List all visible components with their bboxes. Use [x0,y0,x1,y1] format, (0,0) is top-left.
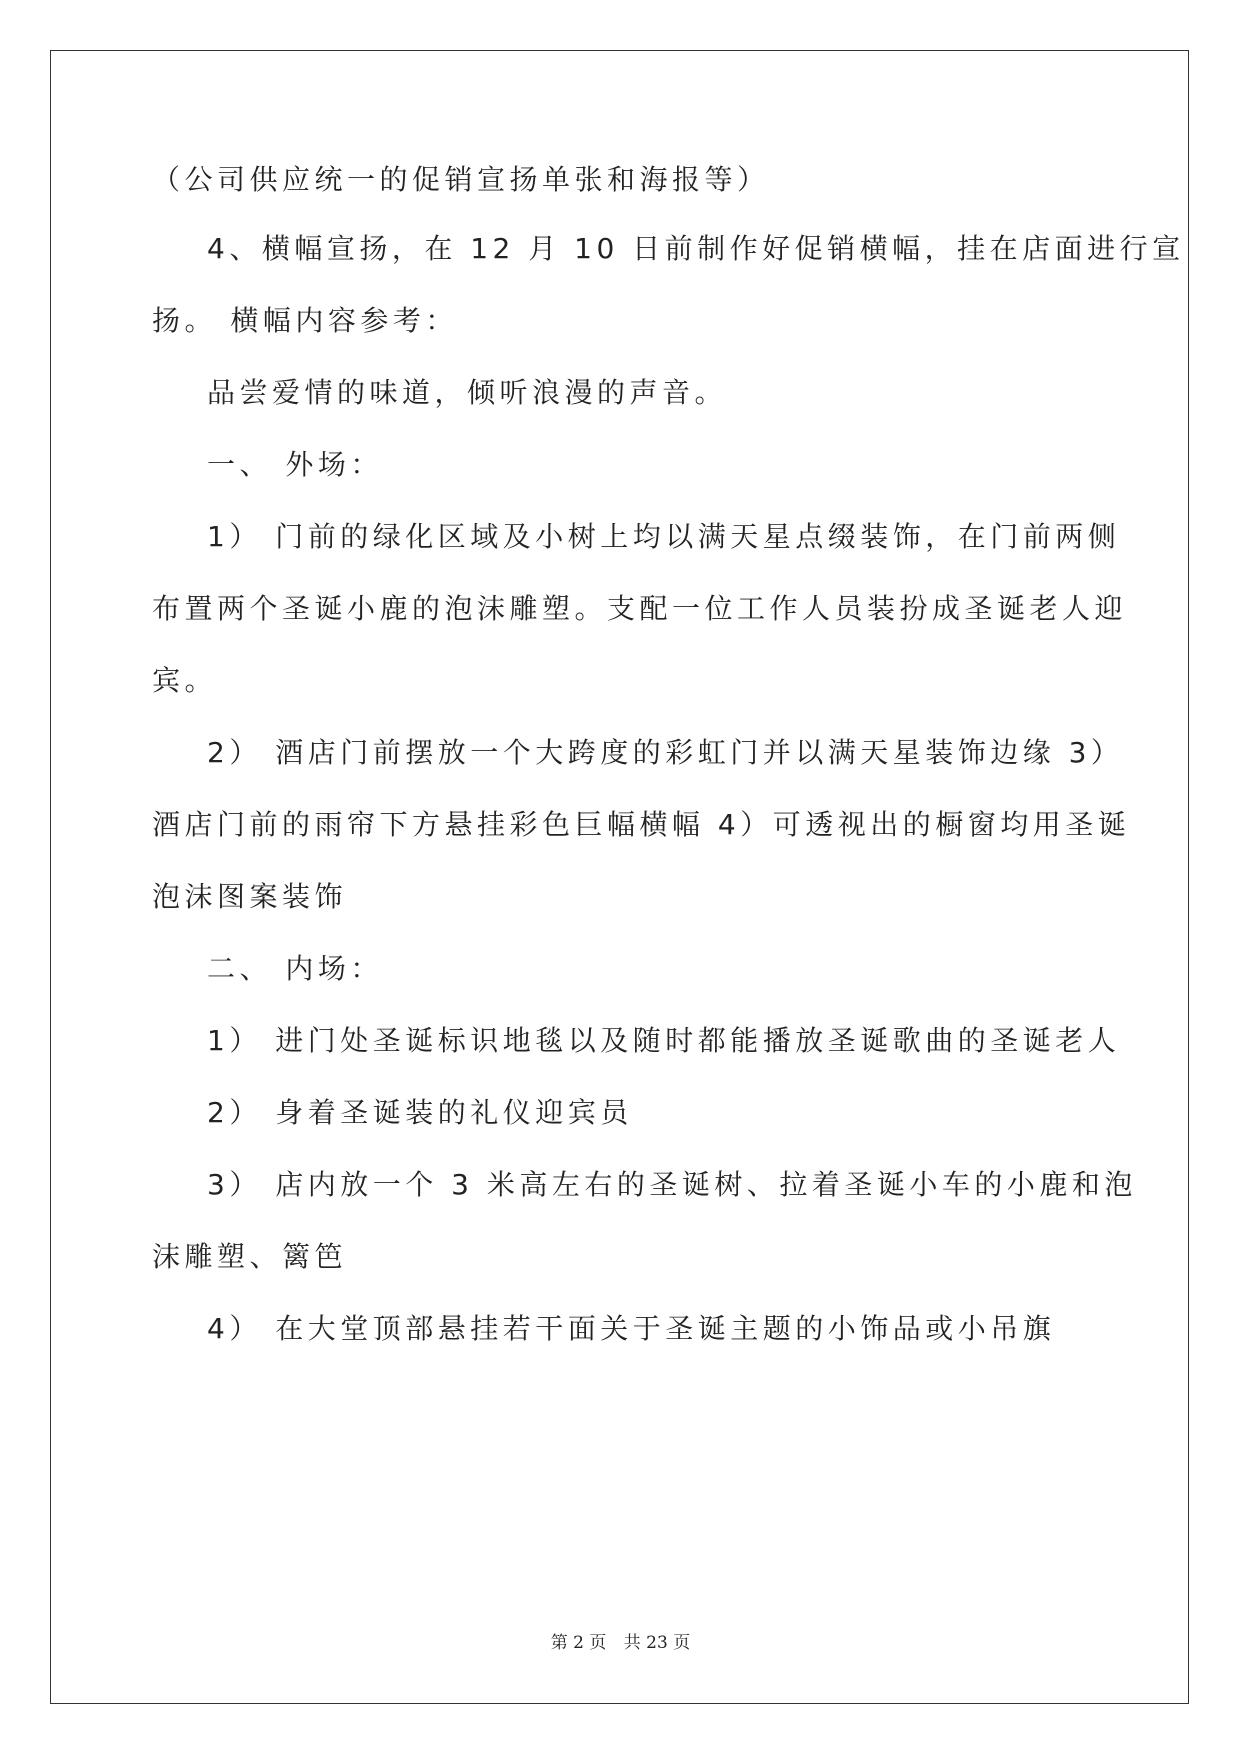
section-heading-outdoor: 一、 外场： [207,448,383,481]
page-number-current: 第 2 页 [550,1633,607,1653]
text-line: 1） 门前的绿化区域及小树上均以满天星点缀装饰，在门前两侧 [207,520,1121,553]
text-line: 2） 身着圣诞装的礼仪迎宾员 [207,1096,633,1129]
text-line: 1） 进门处圣诞标识地毯以及随时都能播放圣诞歌曲的圣诞老人 [207,1024,1121,1057]
page-number-total: 共 23 页 [623,1633,691,1653]
section-heading-indoor: 二、 内场： [207,952,383,985]
text-line: 品尝爱情的味道，倾听浪漫的声音。 [207,376,728,409]
text-line: 布置两个圣诞小鹿的泡沫雕塑。支配一位工作人员装扮成圣诞老人迎 [152,592,1128,625]
text-line: 2） 酒店门前摆放一个大跨度的彩虹门并以满天星装饰边缘 3） [207,736,1124,769]
text-line: 沫雕塑、篱笆 [152,1240,348,1273]
text-line: 扬。 横幅内容参考： [152,304,458,337]
text-line: （公司供应统一的促销宣扬单张和海报等） [152,163,770,196]
text-line: 4） 在大堂顶部悬挂若干面关于圣诞主题的小饰品或小吊旗 [207,1312,1056,1345]
text-line: 泡沫图案装饰 [152,880,348,913]
text-line: 3） 店内放一个 3 米高左右的圣诞树、拉着圣诞小车的小鹿和泡 [207,1168,1137,1201]
text-line: 酒店门前的雨帘下方悬挂彩色巨幅横幅 4）可透视出的橱窗均用圣诞 [152,808,1131,841]
text-line: 宾。 [152,664,218,697]
text-line: 4、横幅宣扬，在 12 月 10 日前制作好促销横幅，挂在店面进行宣 [207,232,1185,265]
page-footer [0,1628,1241,1653]
